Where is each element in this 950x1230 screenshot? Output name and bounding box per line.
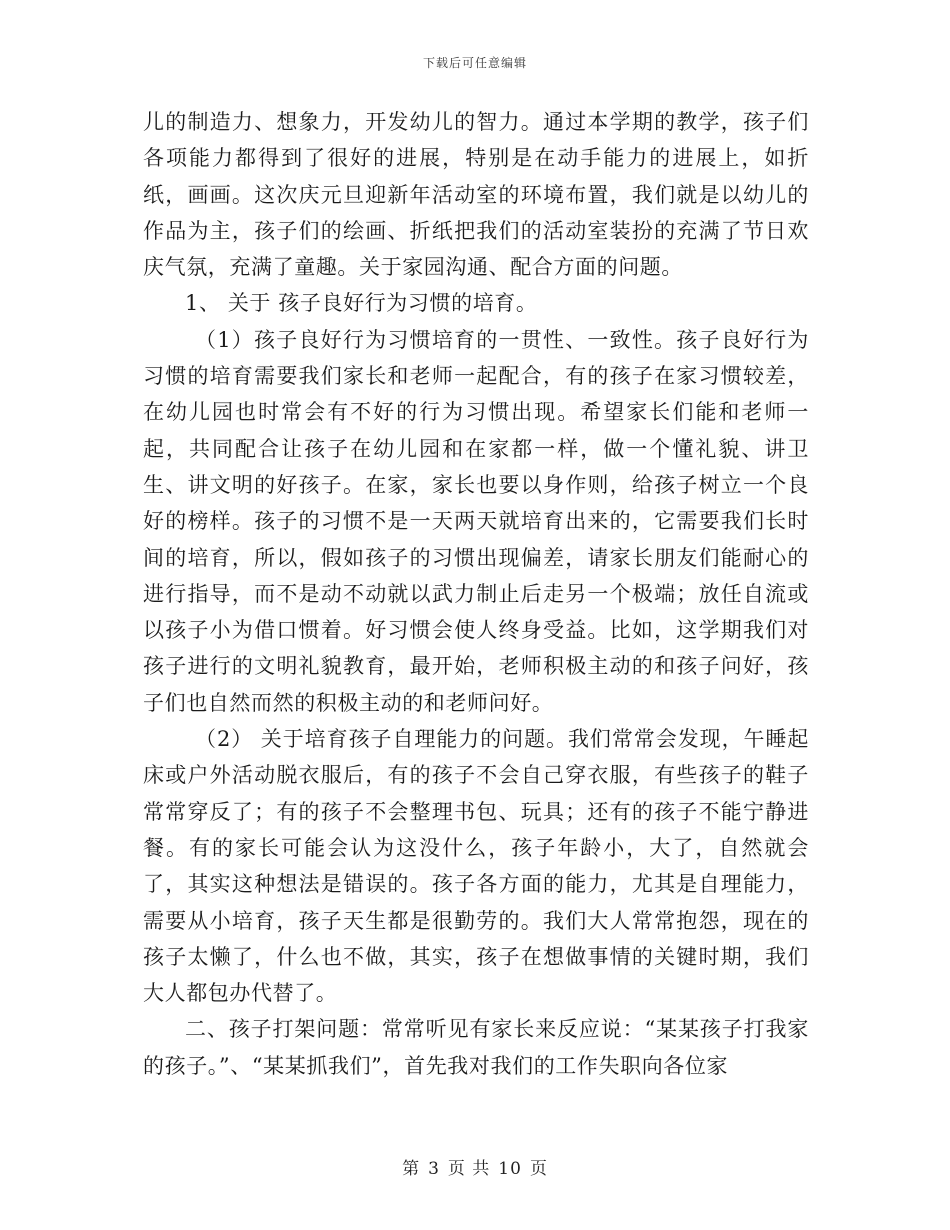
paragraph-fighting: 二、孩子打架问题：常常听见有家长来反应说：“某某孩子打我家的孩子。”、“某某抓我们”，首先我对我们的工作失职向各位家 [143, 1017, 809, 1078]
footer-middle: 页 共 [447, 1159, 491, 1179]
page-header: 下载后可任意编辑 [422, 56, 527, 70]
footer-page-number: 3 [428, 1159, 440, 1179]
document-body [143, 104, 809, 1084]
heading-behavior-habits: 1、 关于 孩子良好行为习惯的培育。 [185, 291, 538, 316]
paragraph-habit-consistency: （1）孩子良好行为习惯培育的一贯性、一致性。孩子良好行为习惯的培育需要我们家长和老师一起配合，有的孩子在家习惯较差，在幼儿园也时常会有不好的行为习惯出现。希望家长们能和老师一起，共同配合让孩子在幼儿园和在家都一样，做一个懂礼貌、讲卫生、讲文明的好孩子。在家，家长也要以身作则，给孩子树立一个良好的榜样。孩子的习惯不是一天两天就培育出来的，它需要我们长时间的培育，所以，假如孩子的习惯出现偏差，请家长朋友们能耐心的进行指导，而不是动不动就以武力制止后走另一个极端；放任自流或以孩子小为借口惯着。好习惯会使人终身受益。比如，这学期我们对孩子进行的文明礼貌教育，最开始，老师积极主动的和孩子问好，孩子们也自然而然的积极主动的和老师问好。 [143, 327, 809, 715]
footer-suffix: 页 [529, 1159, 548, 1179]
page-footer [0, 1154, 950, 1179]
paragraph-intro: 儿的制造力、想象力，开发幼儿的智力。通过本学期的教学，孩子们各项能力都得到了很好的进展，特别是在动手能力的进展上，如折纸，画画。这次庆元旦迎新年活动室的环境布置，我们就是以幼儿的作品为主，孩子们的绘画、折纸把我们的活动室装扮的充满了节日欢庆气氛，充满了童趣。关于家园沟通、配合方面的问题。 [143, 110, 809, 280]
footer-total-pages: 10 [498, 1159, 522, 1179]
footer-prefix: 第 [402, 1159, 421, 1179]
paragraph-self-care: （2） 关于培育孩子自理能力的问题。我们常常会发现，午睡起床或户外活动脱衣服后，有的孩子不会自己穿衣服，有些孩子的鞋子常常穿反了；有的孩子不会整理书包、玩具；还有的孩子不能宁静进餐。有的家长可能会认为这没什么，孩子年龄小，大了，自然就会了，其实这种想法是错误的。孩子各方面的能力，尤其是自理能力，需要从小培育，孩子天生都是很勤劳的。我们大人常常抱怨，现在的孩子太懒了，什么也不做，其实，孩子在想做事情的关键时期，我们大人都包办代替了。 [143, 727, 809, 1006]
